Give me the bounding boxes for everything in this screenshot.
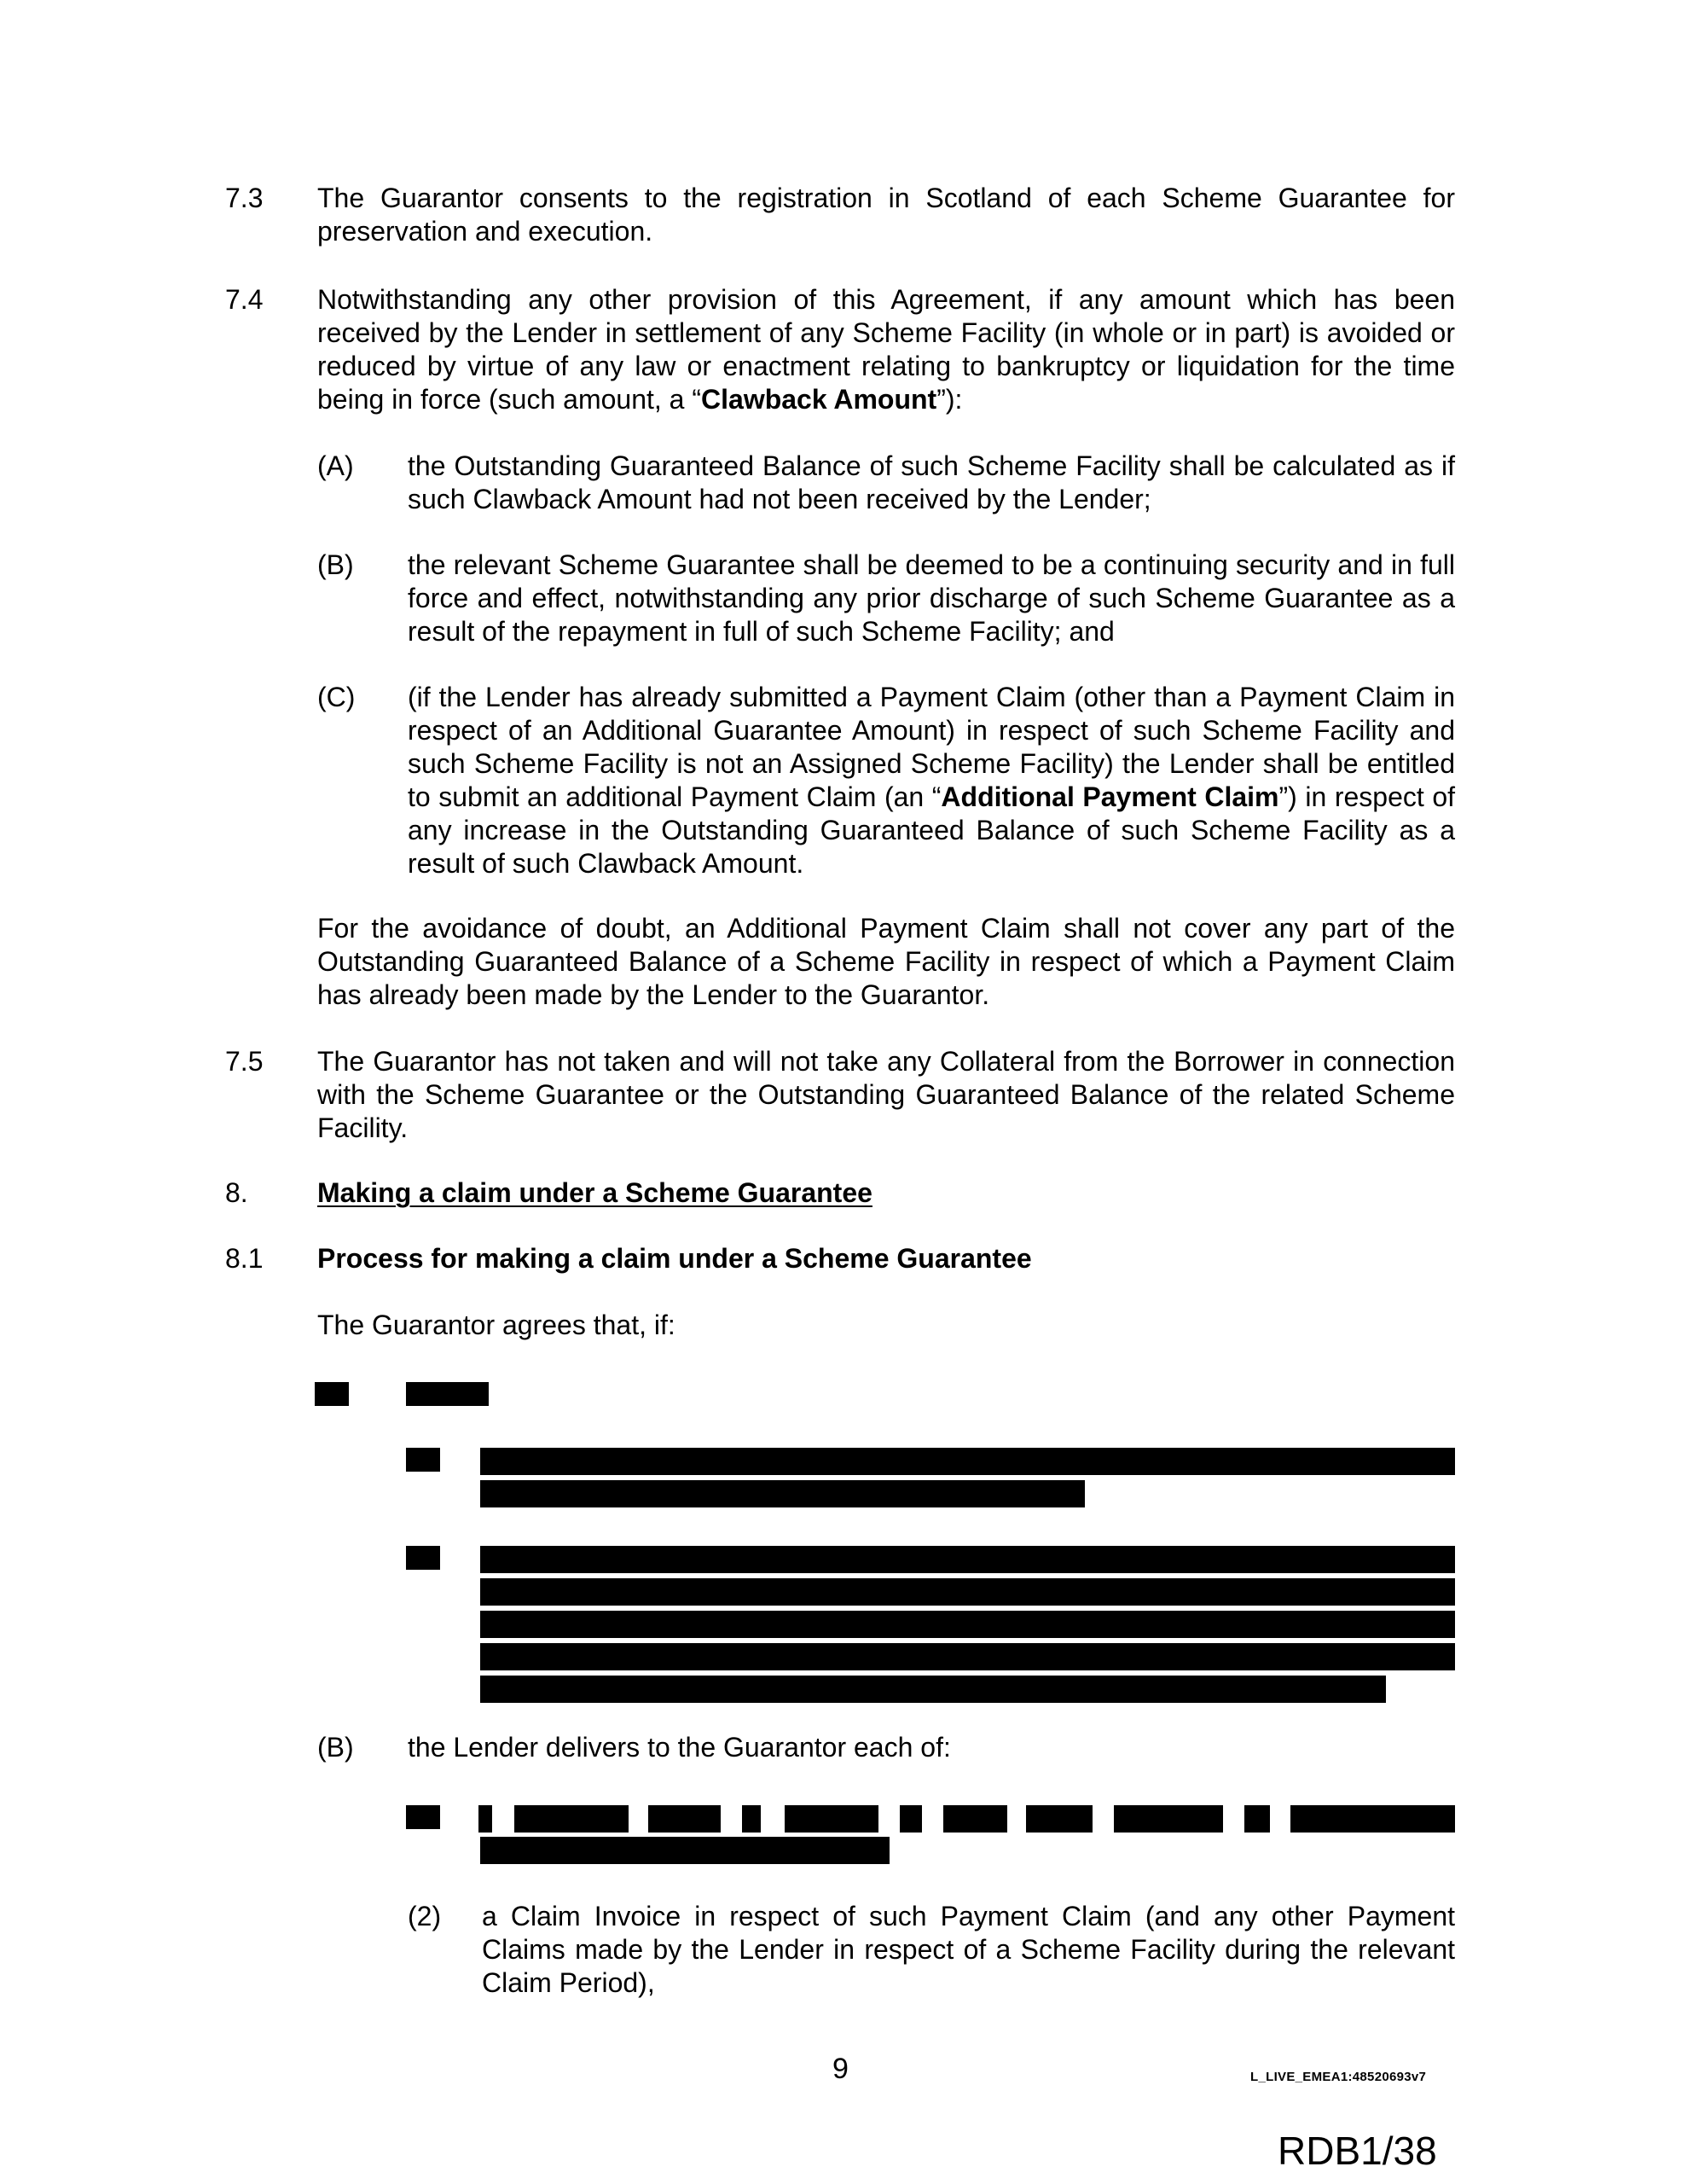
- redaction-block: [480, 1837, 890, 1864]
- redaction-block: [785, 1805, 878, 1833]
- item-text: the relevant Scheme Guarantee shall be deemed to be a continuing security and in full force and effect, notwithstanding any prior discharge of such Scheme Guarantee as a result of the repayment in full of such Scheme Facility; and: [408, 549, 1455, 647]
- redaction-block: [480, 1546, 1455, 1573]
- page-number: 9: [832, 2053, 849, 2085]
- redaction-block: [514, 1805, 629, 1833]
- redaction-block: [480, 1611, 1455, 1638]
- redaction-block: [406, 1448, 440, 1472]
- redaction-block: [406, 1546, 440, 1570]
- redaction-block: [315, 1382, 349, 1406]
- clause-number: 7.5: [225, 1046, 264, 1077]
- item-text: the Lender delivers to the Guarantor each of:: [408, 1732, 951, 1763]
- bundle-stamp: RDB1/38: [1278, 2129, 1437, 2173]
- clause-closing-text: For the avoidance of doubt, an Additional Payment Claim shall not cover any part of the Outstanding Guaranteed Balance of a Scheme Facility in respect of which a Payment Claim has already been made by the Lender to the Guarantor.: [317, 913, 1455, 1010]
- redaction-block: [406, 1382, 489, 1406]
- redaction-block: [1244, 1805, 1270, 1833]
- defined-term: Additional Payment Claim: [941, 781, 1279, 812]
- redaction-block: [1026, 1805, 1093, 1833]
- clause-text: The Guarantor consents to the registration in Scotland of each Scheme Guarantee for preservation and execution.: [317, 183, 1455, 247]
- clause-intro: The Guarantor agrees that, if:: [317, 1310, 675, 1340]
- item-text: the Outstanding Guaranteed Balance of such Scheme Facility shall be calculated as if such Clawback Amount had not been received by the Lender;: [408, 450, 1455, 514]
- redaction-block: [478, 1805, 492, 1833]
- clause-number: 7.3: [225, 183, 264, 213]
- item-text: a Claim Invoice in respect of such Payment Claim (and any other Payment Claims made by the Lender in respect of a Scheme Facility during the relevant Claim Period),: [482, 1901, 1455, 1998]
- document-reference: L_LIVE_EMEA1:48520693v7: [1250, 2070, 1427, 2084]
- clause-text: Notwithstanding any other provision of this Agreement, if any amount which has been received by the Lender in settlement of any Scheme Facility (in whole or in part) is avoided or reduced by virtue of any law or enactment relating to bankruptcy or liquidation for the time being in force (such amount, a “Clawback Amount”):: [317, 284, 1455, 415]
- redaction-block: [480, 1480, 1085, 1507]
- item-label: (A): [317, 450, 354, 481]
- redaction-block: [900, 1805, 922, 1833]
- item-label: (C): [317, 682, 356, 712]
- item-text: (if the Lender has already submitted a Payment Claim (other than a Payment Claim in respect of an Additional Guarantee Amount) in respect of such Scheme Facility and such Scheme Facility is not an Assigned Scheme Facility) the Lender shall be entitled to submit an additional Payment Claim (an “Additional Payment Claim”) in respect of any increase in the Outstanding Guaranteed Balance of such Scheme Facility as a result of such Clawback Amount.: [408, 682, 1456, 879]
- clause-number: 7.4: [225, 284, 264, 315]
- clause-text: The Guarantor has not taken and will not take any Collateral from the Borrower in connection with the Scheme Guarantee or the Outstanding Guaranteed Balance of the related Scheme Facility.: [317, 1046, 1455, 1143]
- redaction-block: [480, 1643, 1455, 1670]
- clause-heading: Process for making a claim under a Scheme Guarantee: [317, 1243, 1032, 1274]
- redaction-block: [1114, 1805, 1223, 1833]
- defined-term: Clawback Amount: [701, 384, 937, 415]
- item-label: (B): [317, 549, 354, 580]
- redaction-block: [742, 1805, 761, 1833]
- item-label: (B): [317, 1732, 354, 1763]
- redaction-block: [406, 1805, 440, 1829]
- clause-number: 8.1: [225, 1243, 264, 1274]
- redaction-block: [480, 1676, 1386, 1703]
- section-heading: Making a claim under a Scheme Guarantee: [317, 1177, 872, 1208]
- redaction-block: [648, 1805, 721, 1833]
- section-number: 8.: [225, 1177, 248, 1208]
- redaction-block: [943, 1805, 1007, 1833]
- redaction-block: [480, 1448, 1455, 1475]
- redaction-block: [1290, 1805, 1455, 1833]
- item-label: (2): [408, 1901, 442, 1931]
- redaction-block: [480, 1578, 1455, 1606]
